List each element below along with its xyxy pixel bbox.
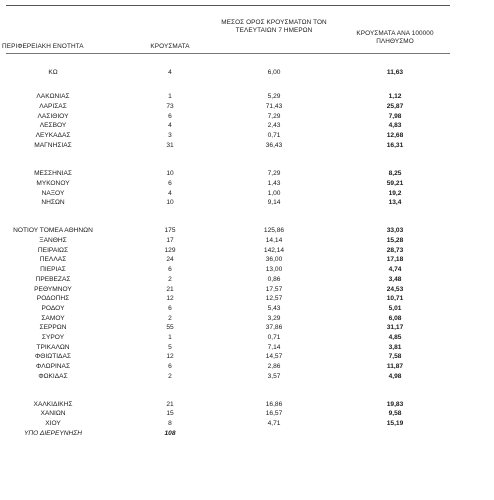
- table-row: [0, 265, 494, 274]
- per100k-cell: 33,03: [386, 227, 404, 234]
- cases-cell: 10: [166, 170, 174, 177]
- region-cell: ΡΟΔΟΠΗΣ: [36, 295, 70, 302]
- region-cell: ΠΡΕΒΕΖΑΣ: [35, 276, 71, 283]
- region-cell: ΡΕΘΥΜΝΟΥ: [34, 286, 72, 293]
- table-row: [0, 372, 494, 381]
- cases-cell: 6: [168, 266, 172, 273]
- per100k-cell: 3,81: [388, 344, 402, 351]
- region-cell: ΛΑΚΩΝΙΑΣ: [36, 93, 70, 100]
- per100k-cell: 12,68: [386, 132, 404, 139]
- table-row: [0, 226, 494, 235]
- region-cell: ΠΕΛΛΑΣ: [39, 256, 67, 263]
- table-row: [0, 323, 494, 332]
- region-cell: ΤΡΙΚΑΛΩΝ: [36, 344, 70, 351]
- region-cell: ΣΥΡΟΥ: [41, 334, 65, 341]
- region-cell: ΚΩ: [48, 69, 58, 76]
- per100k-cell: 6,08: [388, 315, 402, 322]
- avg-cell: 14,57: [265, 353, 283, 360]
- per100k-cell: 7,58: [388, 353, 402, 360]
- avg-cell: 125,86: [263, 227, 285, 234]
- avg-cell: 4,71: [267, 420, 281, 427]
- table-row: [0, 333, 494, 342]
- avg-cell: 37,86: [265, 324, 283, 331]
- table-row: [0, 236, 494, 245]
- avg-cell: 36,00: [265, 256, 283, 263]
- cases-cell: 24: [166, 256, 174, 263]
- cases-cell: 129: [164, 247, 176, 254]
- avg-cell: 7,14: [267, 344, 281, 351]
- cases-cell: 6: [168, 363, 172, 370]
- region-cell: ΣΑΜΟΥ: [41, 315, 65, 322]
- table-row: [0, 409, 494, 418]
- per100k-cell: 59,21: [386, 180, 404, 187]
- region-cell: ΧΑΛΚΙΔΙΚΗΣ: [33, 401, 73, 408]
- per100k-cell: 9,58: [388, 410, 402, 417]
- region-cell: ΝΑΞΟΥ: [41, 190, 65, 197]
- region-cell: ΧΙΟΥ: [45, 420, 61, 427]
- table-row: [0, 68, 494, 77]
- region-cell: ΠΙΕΡΙΑΣ: [40, 266, 66, 273]
- header-avg: ΜΕΣΟΣ ΟΡΟΣ ΚΡΟΥΣΜΑΤΩΝ ΤΟΝ ΤΕΛΕΥΤΑΙΩΝ 7 ΗΜΕΡΩΝ: [221, 19, 327, 34]
- cases-cell: 31: [166, 142, 174, 149]
- per100k-cell: 19,83: [386, 401, 404, 408]
- table-row: [0, 112, 494, 121]
- cases-cell: 12: [166, 353, 174, 360]
- region-cell: ΝΗΣΩΝ: [41, 199, 65, 206]
- cases-cell: 4: [168, 69, 172, 76]
- region-cell: ΛΕΣΒΟΥ: [39, 122, 67, 129]
- region-cell: ΦΘΙΩΤΙΔΑΣ: [35, 353, 71, 360]
- cases-cell: 2: [168, 315, 172, 322]
- per100k-cell: 15,19: [386, 420, 404, 427]
- footer-label: ΥΠΟ ΔΙΕΡΕΥΝΗΣΗ: [24, 430, 82, 437]
- top-divider: [6, 5, 450, 6]
- table-footer-row: [0, 429, 494, 438]
- per100k-cell: 25,87: [386, 103, 404, 110]
- per100k-cell: 5,01: [388, 305, 402, 312]
- table-row: [0, 198, 494, 207]
- avg-cell: 7,29: [267, 113, 281, 120]
- per100k-cell: 24,53: [386, 286, 404, 293]
- avg-cell: 3,29: [267, 315, 281, 322]
- avg-cell: 36,43: [265, 142, 283, 149]
- region-cell: ΦΩΚΙΔΑΣ: [38, 373, 68, 380]
- cases-cell: 6: [168, 113, 172, 120]
- cases-cell: 10: [166, 199, 174, 206]
- table-row: [0, 400, 494, 409]
- per100k-cell: 4,85: [388, 334, 402, 341]
- region-cell: ΜΕΣΣΗΝΙΑΣ: [34, 170, 72, 177]
- per100k-cell: 17,18: [386, 256, 404, 263]
- region-cell: ΡΟΔΟΥ: [41, 305, 65, 312]
- avg-cell: 1,43: [267, 180, 281, 187]
- per100k-cell: 31,17: [386, 324, 404, 331]
- header-divider: [6, 53, 450, 54]
- avg-cell: 17,57: [265, 286, 283, 293]
- avg-cell: 5,43: [267, 305, 281, 312]
- per100k-cell: 4,98: [388, 373, 402, 380]
- cases-cell: 8: [168, 420, 172, 427]
- table-row: [0, 304, 494, 313]
- per100k-cell: 28,73: [386, 247, 404, 254]
- region-cell: ΠΕΙΡΑΙΩΣ: [37, 247, 69, 254]
- table-row: [0, 275, 494, 284]
- region-cell: ΝΟΤΙΟΥ ΤΟΜΕΑ ΑΘΗΝΩΝ: [13, 227, 93, 234]
- cases-cell: 1: [168, 93, 172, 100]
- header-per100k: ΚΡΟΥΣΜΑΤΑ ΑΝΑ 100000 ΠΛΗΘΥΣΜΟ: [356, 30, 434, 45]
- avg-cell: 0,86: [267, 276, 281, 283]
- table-row: [0, 255, 494, 264]
- region-cell: ΧΑΝΙΩΝ: [40, 410, 66, 417]
- per100k-cell: 15,28: [386, 237, 404, 244]
- cases-cell: 21: [166, 401, 174, 408]
- avg-cell: 0,71: [267, 334, 281, 341]
- per100k-cell: 4,74: [388, 266, 402, 273]
- table-row: [0, 285, 494, 294]
- per100k-cell: 4,83: [388, 122, 402, 129]
- per100k-cell: 10,71: [386, 295, 404, 302]
- avg-cell: 0,71: [267, 132, 281, 139]
- table-row: [0, 121, 494, 130]
- avg-cell: 2,86: [267, 363, 281, 370]
- avg-cell: 2,43: [267, 122, 281, 129]
- cases-cell: 15: [166, 410, 174, 417]
- table-row: [0, 131, 494, 140]
- per100k-cell: 19,2: [388, 190, 402, 197]
- table-row: [0, 294, 494, 303]
- region-cell: ΜΑΓΝΗΣΙΑΣ: [34, 142, 72, 149]
- avg-cell: 3,57: [267, 373, 281, 380]
- avg-cell: 16,57: [265, 410, 283, 417]
- cases-cell: 5: [168, 344, 172, 351]
- table-row: [0, 169, 494, 178]
- cases-cell: 4: [168, 122, 172, 129]
- avg-cell: 13,00: [265, 266, 283, 273]
- per100k-cell: 13,4: [388, 199, 402, 206]
- header-cases: ΚΡΟΥΣΜΑΤΑ: [150, 43, 190, 50]
- table-row: [0, 189, 494, 198]
- per100k-cell: 8,25: [388, 170, 402, 177]
- avg-cell: 5,29: [267, 93, 281, 100]
- table-row: [0, 141, 494, 150]
- table-row: [0, 246, 494, 255]
- region-cell: ΜΥΚΟΝΟΥ: [36, 180, 70, 187]
- table-row: [0, 102, 494, 111]
- cases-cell: 175: [164, 227, 176, 234]
- region-cell: ΦΛΩΡΙΝΑΣ: [35, 363, 71, 370]
- region-cell: ΛΕΥΚΑΔΑΣ: [35, 132, 71, 139]
- cases-cell: 2: [168, 373, 172, 380]
- table-row: [0, 343, 494, 352]
- region-cell: ΛΑΣΙΘΙΟΥ: [37, 113, 69, 120]
- avg-cell: 142,14: [263, 247, 285, 254]
- table-row: [0, 92, 494, 101]
- avg-cell: 71,43: [265, 103, 283, 110]
- per100k-cell: 1,12: [388, 93, 402, 100]
- table-row: [0, 179, 494, 188]
- cases-cell: 12: [166, 295, 174, 302]
- table-row: [0, 362, 494, 371]
- cases-cell: 4: [168, 190, 172, 197]
- cases-cell: 55: [166, 324, 174, 331]
- table-row: [0, 314, 494, 323]
- cases-cell: 21: [166, 286, 174, 293]
- per100k-cell: 11,87: [386, 363, 404, 370]
- avg-cell: 7,29: [267, 170, 281, 177]
- avg-cell: 16,86: [265, 401, 283, 408]
- avg-cell: 9,14: [267, 199, 281, 206]
- per100k-cell: 11,63: [386, 69, 404, 76]
- table-row: [0, 419, 494, 428]
- avg-cell: 12,57: [265, 295, 283, 302]
- table-row: [0, 352, 494, 361]
- header-region: ΠΕΡΙΦΕΡΕΙΑΚΗ ΕΝΟΤΗΤΑ: [2, 43, 84, 50]
- cases-cell: 73: [166, 103, 174, 110]
- cases-cell: 1: [168, 334, 172, 341]
- per100k-cell: 7,98: [388, 113, 402, 120]
- region-cell: ΣΕΡΡΩΝ: [39, 324, 67, 331]
- region-cell: ΛΑΡΙΣΑΣ: [39, 103, 67, 110]
- cases-cell: 6: [168, 305, 172, 312]
- avg-cell: 1,00: [267, 190, 281, 197]
- per100k-cell: 16,31: [386, 142, 404, 149]
- avg-cell: 14,14: [265, 237, 283, 244]
- per100k-cell: 3,48: [388, 276, 402, 283]
- cases-cell: 6: [168, 180, 172, 187]
- cases-cell: 2: [168, 276, 172, 283]
- cases-cell: 17: [166, 237, 174, 244]
- region-cell: ΞΑΝΘΗΣ: [39, 237, 67, 244]
- avg-cell: 6,00: [267, 69, 281, 76]
- cases-cell: 3: [168, 132, 172, 139]
- footer-cases: 108: [164, 430, 176, 437]
